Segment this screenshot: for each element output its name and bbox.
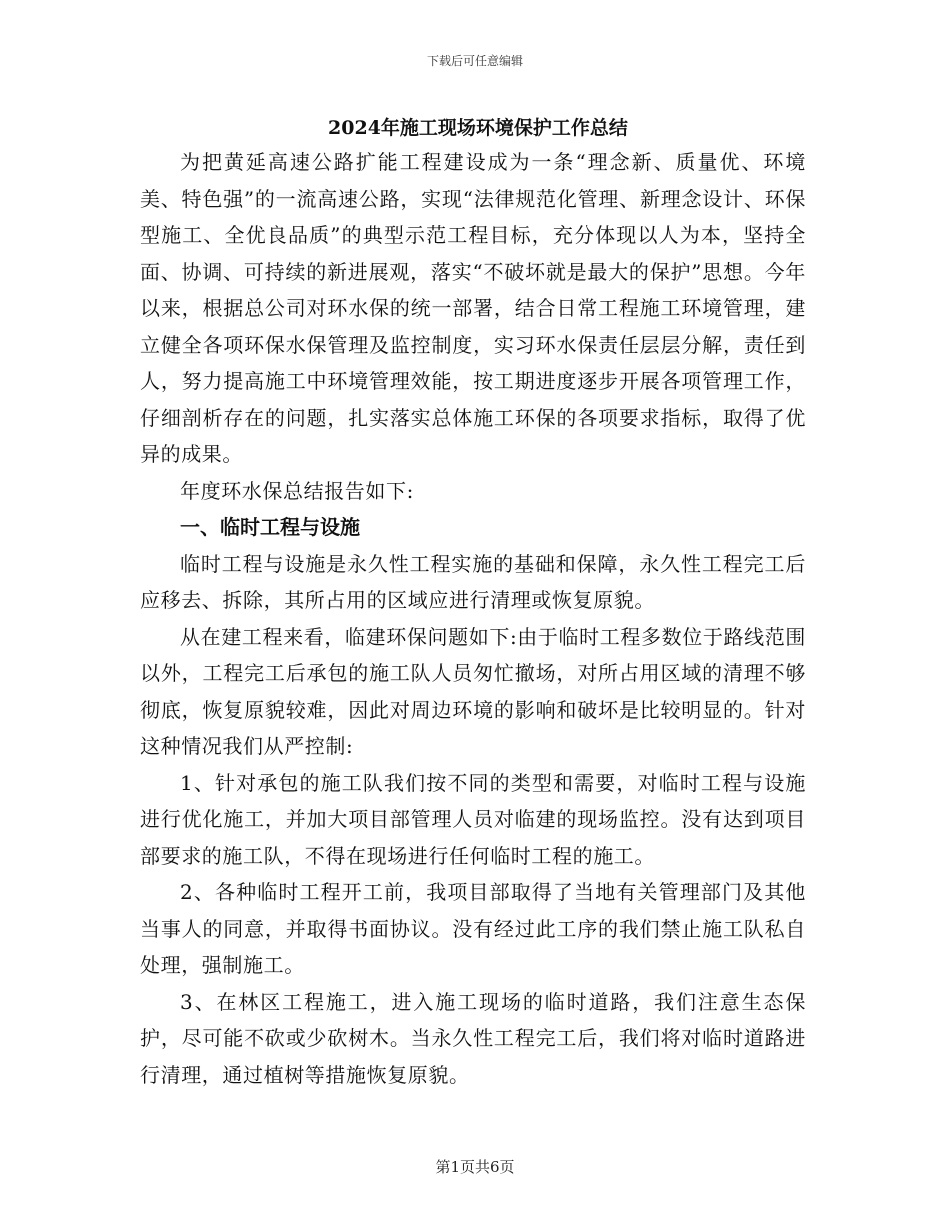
document-body (140, 112, 806, 1093)
section-heading-temporary-works: 一、临时工程与设施 (180, 515, 360, 539)
paragraph-measure-1: 1、针对承包的施工队我们按不同的类型和需要，对临时工程与设施进行优化施工，并加大项目部管理人员对临建的现场监控。没有达到项目部要求的施工队，不得在现场进行任何临时工程的施工。 (140, 770, 806, 868)
paragraph-measure-2: 2、各种临时工程开工前，我项目部取得了当地有关管理部门及其他当事人的同意，并取得书面协议。没有经过此工序的我们禁止施工队私自处理，强制施工。 (140, 880, 806, 977)
paragraph-temporary-works-definition: 临时工程与设施是永久性工程实施的基础和保障，永久性工程完工后应移去、拆除，其所占用的区域应进行清理或恢复原貌。 (140, 551, 806, 612)
paragraph-report-lead: 年度环水保总结报告如下: (180, 478, 414, 503)
page-footer: 第1页共6页 (435, 1158, 515, 1176)
page-header: 下载后可任意编辑 (426, 54, 523, 68)
document-title: 2024年施工现场环境保护工作总结 (328, 117, 628, 139)
paragraph-intro: 为把黄延高速公路扩能工程建设成为一条“理念新、质量优、环境美、特色强”的一流高速公路，实现“法律规范化管理、新理念设计、环保型施工、全优良品质”的典型示范工程目标，充分体现以人为本，坚持全面、协调、可持续的新进展观，落实“不破坏就是最大的保护”思想。今年以来，根据总公司对环水保的统一部署，结合日常工程施工环境管理，建立健全各项环保水保管理及监控制度，实习环水保责任层层分解，责任到人，努力提高施工中环境管理效能，按工期进度逐步开展各项管理工作，仔细剖析存在的问题，扎实落实总体施工环保的各项要求指标，取得了优异的成果。 (140, 150, 806, 466)
paragraph-measure-3: 3、在林区工程施工，进入施工现场的临时道路，我们注意生态保护，尽可能不砍或少砍树木。当永久性工程完工后，我们将对临时道路进行清理，通过植树等措施恢复原貌。 (140, 989, 806, 1087)
paragraph-issues: 从在建工程来看，临建环保问题如下:由于临时工程多数位于路线范围以外，工程完工后承包的施工队人员匆忙撤场，对所占用区域的清理不够彻底，恢复原貌较难，因此对周边环境的影响和破坏是比较明显的。针对这种情况我们从严控制: (140, 624, 806, 758)
